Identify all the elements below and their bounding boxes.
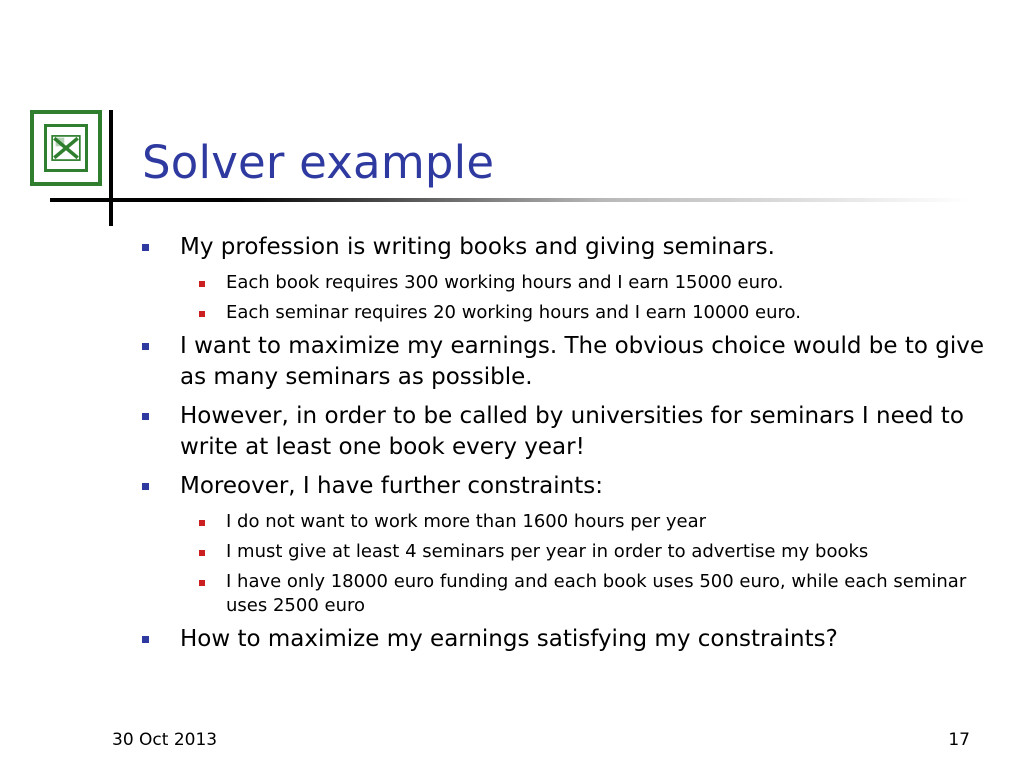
bullet-level1: [142, 232, 992, 263]
bullet-level2: [142, 570, 992, 618]
bullet-text: Each book requires 300 working hours and I earn 15000 euro.: [226, 272, 784, 293]
bullet-text: I must give at least 4 seminars per year in order to advertise my books: [226, 541, 869, 562]
bullet-text: However, in order to be called by universities for seminars I need to write at least one book every year!: [180, 403, 964, 460]
excel-logo-icon: [47, 127, 85, 169]
bullet-square-icon: [199, 520, 205, 526]
bullet-text: Moreover, I have further constraints:: [180, 473, 603, 499]
bullet-text: I do not want to work more than 1600 hours per year: [226, 511, 707, 532]
bullet-text: Each seminar requires 20 working hours and I earn 10000 euro.: [226, 302, 801, 323]
bullet-level1: [142, 471, 992, 502]
bullet-square-icon: [142, 636, 149, 643]
excel-logo-inner: [44, 124, 88, 172]
bullet-text: My profession is writing books and giving seminars.: [180, 234, 775, 260]
bullet-square-icon: [199, 580, 205, 586]
bullet-text: How to maximize my earnings satisfying my constraints?: [180, 626, 838, 652]
bullet-level2: [142, 540, 992, 564]
bullet-level1: [142, 624, 992, 655]
footer-date: 30 Oct 2013: [112, 730, 218, 750]
bullet-level2: [142, 301, 992, 325]
title-divider-vertical: [109, 110, 113, 226]
bullet-level1: [142, 331, 992, 393]
bullet-square-icon: [142, 483, 149, 490]
bullet-square-icon: [142, 343, 149, 350]
slide-content: [142, 232, 992, 663]
excel-logo: [30, 110, 102, 186]
bullet-square-icon: [199, 550, 205, 556]
bullet-text: I want to maximize my earnings. The obvious choice would be to give as many seminars as possible.: [180, 333, 984, 390]
bullet-text: I have only 18000 euro funding and each book uses 500 euro, while each seminar uses 2500 euro: [226, 571, 967, 616]
footer-page-number: 17: [948, 730, 970, 750]
bullet-level2: [142, 271, 992, 295]
bullet-level2: [142, 510, 992, 534]
bullet-square-icon: [142, 244, 149, 251]
bullet-square-icon: [199, 311, 205, 317]
bullet-square-icon: [199, 281, 205, 287]
slide-title: Solver example: [142, 136, 495, 189]
bullet-square-icon: [142, 413, 149, 420]
bullet-level1: [142, 401, 992, 463]
title-divider-horizontal: [50, 198, 970, 202]
